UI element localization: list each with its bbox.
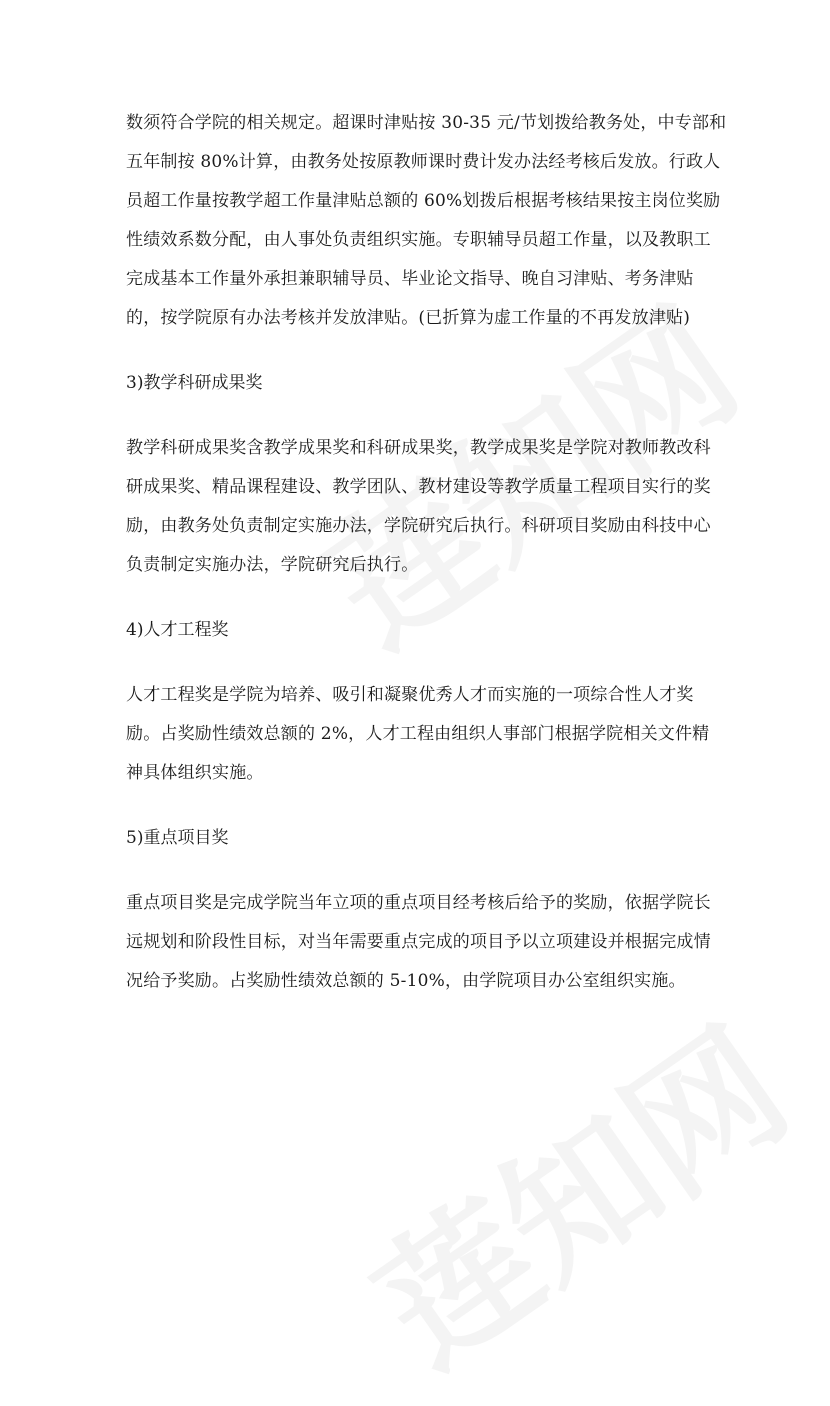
text-line: 远规划和阶段性目标，对当年需要重点完成的项目予以立项建设并根据完成情 [126,932,711,952]
paragraph-talent-award [126,676,716,793]
document-body [126,104,727,1001]
text-line: 况给予奖励。占奖励性绩效总额的 5-10%，由学院项目办公室组织实施。 [126,971,686,991]
text-line: 负责制定实施办法，学院研究后执行。 [126,555,419,575]
text-line: 性绩效系数分配，由人事处负责组织实施。专职辅导员超工作量，以及教职工 [126,230,711,250]
paragraph-key-project-award [126,884,716,1001]
text-line: 励，由教务处负责制定实施办法，学院研究后执行。科研项目奖励由科技中心 [126,516,711,536]
text-line: 数须符合学院的相关规定。超课时津贴按 30-35 元/节划拨给教务处，中专部和 [126,113,727,133]
paragraph-teaching-research-award [126,429,716,585]
text-line: 人才工程奖是学院为培养、吸引和凝聚优秀人才而实施的一项综合性人才奖 [126,685,694,705]
paragraph-overtime-allowance [126,104,727,338]
section-heading-key-project-award: 5)重点项目奖 [126,828,229,848]
text-line: 的，按学院原有办法考核并发放津贴。(已折算为虚工作量的不再发放津贴) [126,308,691,328]
text-line: 五年制按 80%计算，由教务处按原教师课时费计发办法经考核后发放。行政人 [126,152,721,172]
section-heading-teaching-research-award: 3)教学科研成果奖 [126,373,263,393]
text-line: 研成果奖、精品课程建设、教学团队、教材建设等教学质量工程项目实行的奖 [126,477,711,497]
text-line: 员超工作量按教学超工作量津贴总额的 60%划拨后根据考核结果按主岗位奖励 [126,191,721,211]
text-line: 完成基本工作量外承担兼职辅导员、毕业论文指导、晚自习津贴、考务津贴 [126,269,694,289]
text-line: 励。占奖励性绩效总额的 2%，人才工程由组织人事部门根据学院相关文件精 [126,724,710,744]
text-line: 神具体组织实施。 [126,763,264,783]
watermark [329,970,822,1405]
section-heading-talent-award: 4)人才工程奖 [126,620,229,640]
text-line: 重点项目奖是完成学院当年立项的重点项目经考核后给予的奖励，依据学院长 [126,893,711,913]
text-line: 教学科研成果奖含教学成果奖和科研成果奖，教学成果奖是学院对教师教改科 [126,438,711,458]
